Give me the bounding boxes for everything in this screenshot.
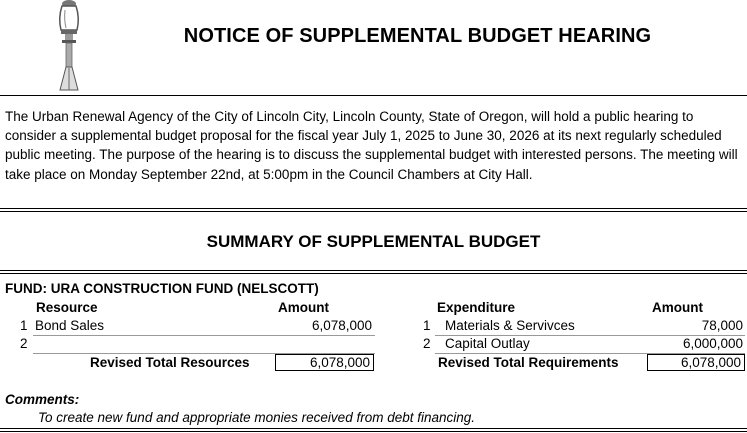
expenditure-row-label: Materials & Servivces <box>445 318 575 333</box>
fund-label: FUND: URA CONSTRUCTION FUND (NELSCOTT) <box>5 281 319 296</box>
comments-text: To create new fund and appropriate monies received from debt financing. <box>38 410 476 425</box>
expenditure-total-label: Revised Total Requirements <box>438 355 619 370</box>
resource-amount-header: Amount <box>278 300 329 315</box>
resource-row-amount: 6,078,000 <box>311 318 372 333</box>
divider <box>0 208 747 209</box>
divider <box>0 270 747 271</box>
expenditure-total-amount: 6,078,000 <box>647 354 745 371</box>
expenditure-row-amount: 78,000 <box>701 318 743 333</box>
row-underline <box>33 335 375 336</box>
notice-body: The Urban Renewal Agency of the City of Lincoln City, Lincoln County, State of Oregon, will hold a public hearing to consider a supplemental budget proposal for the fiscal year July 1, 2025 to June 30, 2026 at its next regularly scheduled public meeting. The purpose of the hearing is to discuss the supplemental budget with interested persons. The meeting will take place on Monday September 22nd, at 5:00pm in the Council Chambers at City Hall. <box>5 109 738 182</box>
expenditure-header: Expenditure <box>437 300 516 315</box>
expenditure-row-num: 1 <box>423 318 431 333</box>
divider <box>0 95 747 96</box>
expenditure-row-amount: 6,000,000 <box>682 336 743 351</box>
resource-row-num: 2 <box>20 336 28 351</box>
resource-row-num: 1 <box>20 318 28 333</box>
divider <box>0 428 747 429</box>
lamp-post-logo <box>50 0 88 92</box>
divider <box>0 431 747 432</box>
resource-row-label: Bond Sales <box>35 318 105 333</box>
page-title: NOTICE OF SUPPLEMENTAL BUDGET HEARING <box>183 25 652 47</box>
resource-header: Resource <box>36 300 98 315</box>
expenditure-row-num: 2 <box>423 336 431 351</box>
divider <box>0 273 747 274</box>
summary-title: SUMMARY OF SUPPLEMENTAL BUDGET <box>206 232 541 251</box>
expenditure-amount-header: Amount <box>652 300 703 315</box>
resource-total-label: Revised Total Resources <box>90 355 250 370</box>
resource-total-amount: 6,078,000 <box>275 354 374 371</box>
comments-label: Comments: <box>5 392 80 407</box>
divider <box>0 211 747 212</box>
expenditure-row-label: Capital Outlay <box>445 336 530 351</box>
